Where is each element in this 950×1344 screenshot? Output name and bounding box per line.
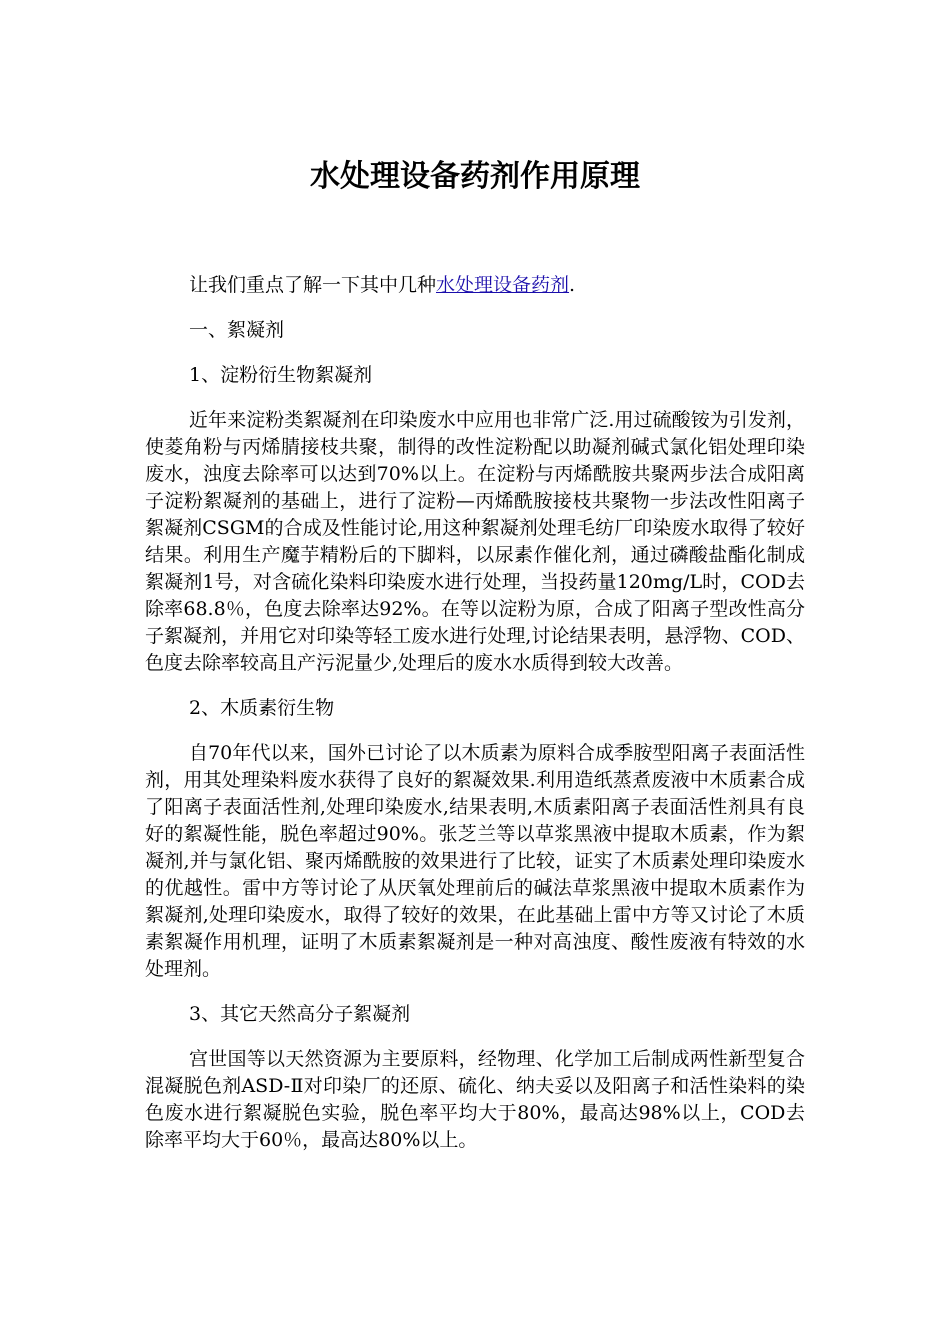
intro-paragraph [145,272,805,299]
water-treatment-agent-link[interactable]: 水处理设备药剂 [436,274,570,296]
intro-trailing-period: . [569,274,576,296]
subsection-heading-lignin: 2、木质素衍生物 [189,697,335,719]
paragraph-lignin: 自70年代以来，国外已讨论了以木质素为原料合成季胺型阳离子表面活性剂，用其处理染料废水获得了良好的絮凝效果.利用造纸蒸煮废液中木质素合成了阳离子表面活性剂,处理印染废水,结果表明,木质素阳离子表面活性剂具有良好的絮凝性能，脱色率超过90%。张芝兰等以草浆黑液中提取木质素，作为絮凝剂,并与氯化铝、聚丙烯酰胺的效果进行了比较，证实了木质素处理印染废水的优越性。雷中方等讨论了从厌氧处理前后的碱法草浆黑液中提取木质素作为絮凝剂,处理印染废水，取得了较好的效果，在此基础上雷中方等又讨论了木质素絮凝作用机理，证明了木质素絮凝剂是一种对高浊度、酸性废液有特效的水处理剂。 [145,742,805,980]
subsection-heading-natural-polymer: 3、其它天然高分子絮凝剂 [189,1003,411,1025]
intro-text: 让我们重点了解一下其中几种 [189,274,437,296]
document-body [145,272,805,1172]
paragraph-natural-polymer: 宫世国等以天然资源为主要原料，经物理、化学加工后制成两性新型复合混凝脱色剂ASD-Ⅱ对印染厂的还原、硫化、纳夫妥以及阳离子和活性染料的染色废水进行絮凝脱色实验，脱色率平均大于80%，最高达98%以上，COD去除率平均大于60％，最高达80%以上。 [145,1048,805,1151]
paragraph-starch: 近年来淀粉类絮凝剂在印染废水中应用也非常广泛.用过硫酸铵为引发剂，使菱角粉与丙烯腈接枝共聚，制得的改性淀粉配以助凝剂碱式氯化铝处理印染废水，浊度去除率可以达到70%以上。在淀粉与丙烯酰胺共聚两步法合成阳离子淀粉絮凝剂的基础上，进行了淀粉—丙烯酰胺接枝共聚物一步法改性阳离子絮凝剂CSGM的合成及性能讨论,用这种絮凝剂处理毛纺厂印染废水取得了较好结果。利用生产魔芋精粉后的下脚料，以尿素作催化剂，通过磷酸盐酯化制成絮凝剂1号，对含硫化染料印染废水进行处理，当投药量120mg/L时，COD去除率68.8％，色度去除率达92%。在等以淀粉为原，合成了阳离子型改性高分子絮凝剂，并用它对印染等轻工废水进行处理,讨论结果表明，悬浮物、COD、色度去除率较高且产污泥量少,处理后的废水水质得到较大改善。 [145,409,805,674]
section-heading-flocculant: 一、絮凝剂 [189,319,285,341]
page-title: 水处理设备药剂作用原理 [310,159,640,194]
subsection-heading-starch: 1、淀粉衍生物絮凝剂 [189,364,373,386]
